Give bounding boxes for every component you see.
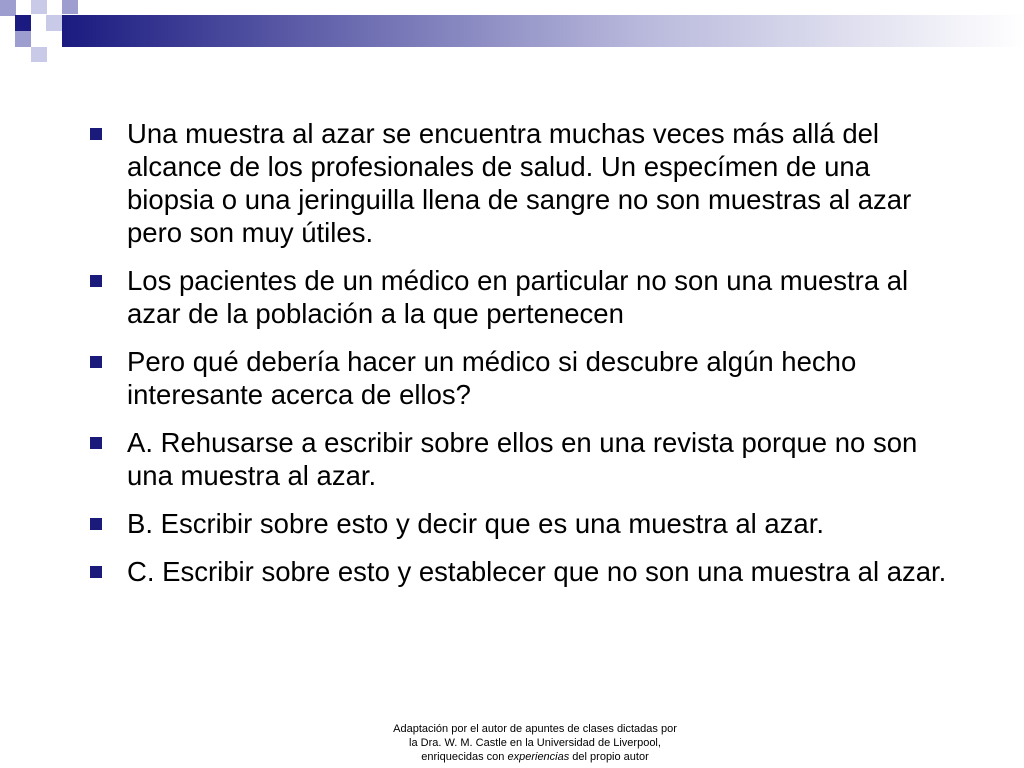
footer-line-2: la Dra. W. M. Castle en la Universidad de Liverpool, bbox=[409, 737, 661, 749]
bullet-item-5 bbox=[88, 507, 948, 540]
bullet-item-1 bbox=[88, 117, 948, 249]
footer-attribution bbox=[345, 722, 725, 764]
square-bullet-icon bbox=[90, 566, 102, 578]
decor-square-lavender-top bbox=[62, 0, 78, 14]
footer-line-3-suffix: del propio autor bbox=[569, 751, 649, 763]
decor-square-pale-mid bbox=[46, 15, 62, 31]
decor-gradient-bar bbox=[62, 15, 1024, 47]
footer-line-1: Adaptación por el autor de apuntes de clases dictadas por bbox=[393, 723, 677, 735]
footer-line-3-emphasis: experiencias bbox=[507, 751, 570, 763]
bullet-item-3 bbox=[88, 345, 948, 411]
decor-square-lavender-top-left bbox=[0, 0, 16, 16]
footer-line-3 bbox=[345, 750, 725, 764]
decor-square-pale-bottom bbox=[31, 47, 47, 62]
bullet-item-6 bbox=[88, 555, 948, 588]
bullet-list bbox=[88, 117, 948, 603]
square-bullet-icon bbox=[90, 128, 102, 140]
square-bullet-icon bbox=[90, 437, 102, 449]
bullet-text: Pero qué debería hacer un médico si descubre algún hecho interesante acerca de ellos? bbox=[127, 346, 857, 410]
decor-square-pale-top bbox=[31, 0, 47, 14]
bullet-text: C. Escribir sobre esto y establecer que no son una muestra al azar. bbox=[127, 556, 947, 587]
square-bullet-icon bbox=[90, 356, 102, 368]
decor-square-navy bbox=[15, 15, 31, 31]
bullet-text: B. Escribir sobre esto y decir que es una muestra al azar. bbox=[127, 508, 824, 539]
bullet-text: A. Rehusarse a escribir sobre ellos en una revista porque no son una muestra al azar. bbox=[127, 427, 918, 491]
bullet-item-4 bbox=[88, 426, 948, 492]
square-bullet-icon bbox=[90, 275, 102, 287]
bullet-item-2 bbox=[88, 264, 948, 330]
bullet-text: Una muestra al azar se encuentra muchas veces más allá del alcance de los profesionales de salud. Un especímen de una biopsia o una jeringuilla llena de sangre no son muestras al azar pero son muy útiles. bbox=[127, 118, 912, 248]
decor-square-lavender-left bbox=[15, 31, 31, 47]
footer-line-3-prefix: enriquecidas con bbox=[421, 751, 508, 763]
bullet-text: Los pacientes de un médico en particular no son una muestra al azar de la población a la que pertenecen bbox=[127, 265, 909, 329]
square-bullet-icon bbox=[90, 518, 102, 530]
